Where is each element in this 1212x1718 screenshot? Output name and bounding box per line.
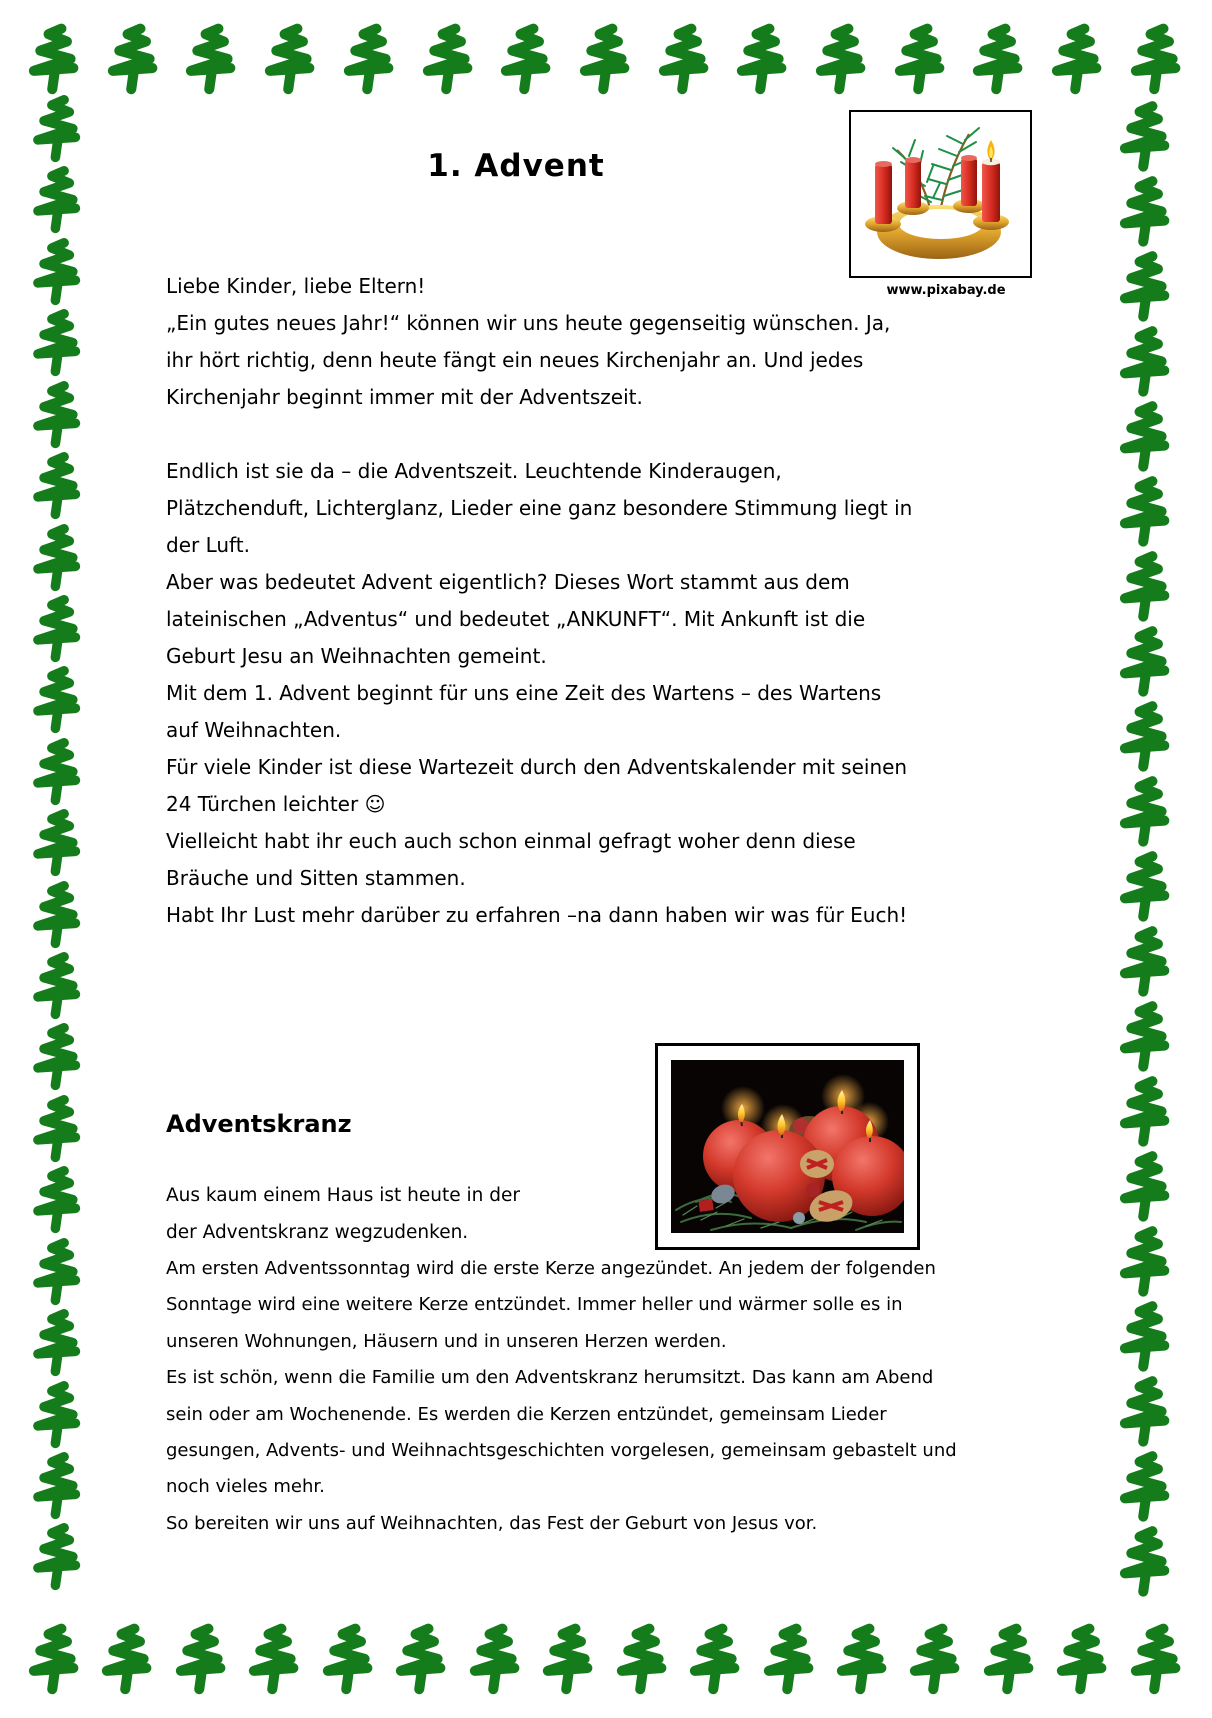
tree-border-top [22,20,1190,98]
christmas-tree-icon [757,1620,823,1696]
text-line: Vielleicht habt ihr euch auch schon einmal gefragt woher denn diese [166,829,856,853]
page-title: 1. Advent [427,148,605,184]
tree-border-left [20,92,96,1592]
christmas-tree-icon [258,20,324,96]
advent-candles-photo [655,1043,920,1250]
christmas-tree-icon [25,1378,91,1449]
christmas-tree-icon [101,20,167,96]
christmas-tree-icon [1113,248,1179,323]
text-line: Sonntage wird eine weitere Kerze entzündet. Immer heller und wärmer solle es in [166,1294,903,1316]
christmas-tree-icon [25,1020,91,1091]
christmas-tree-icon [903,1620,969,1696]
christmas-tree-icon [1113,1073,1179,1148]
christmas-tree-icon [683,1620,749,1696]
text-line: auf Weihnachten. [166,718,342,742]
christmas-tree-icon [652,20,718,96]
text-line: der Luft. [166,533,250,557]
christmas-tree-icon [1113,773,1179,848]
christmas-tree-icon [25,1163,91,1234]
christmas-tree-icon [494,20,560,96]
christmas-tree-icon [1124,1620,1190,1696]
text-line: Kirchenjahr beginnt immer mit der Adventszeit. [166,385,643,409]
christmas-tree-icon [1113,473,1179,548]
section-body-text [166,1251,1036,1542]
christmas-tree-icon [1050,1620,1116,1696]
intro-paragraph-2 [166,453,1016,934]
christmas-tree-icon [25,1449,91,1520]
christmas-tree-icon [1113,1448,1179,1523]
christmas-tree-icon [536,1620,602,1696]
christmas-tree-icon [25,1092,91,1163]
christmas-tree-icon [888,20,954,96]
christmas-tree-icon [1113,173,1179,248]
christmas-tree-icon [25,1306,91,1377]
christmas-tree-icon [1124,20,1190,96]
christmas-tree-icon [966,20,1032,96]
christmas-tree-icon [610,1620,676,1696]
text-line: Für viele Kinder ist diese Wartezeit durch den Adventskalender mit seinen [166,755,908,779]
text-line: der Adventskranz wegzudenken. [166,1222,469,1243]
section-text-beside-photo [166,1177,636,1251]
text-line: Aus kaum einem Haus ist heute in der [166,1185,521,1206]
christmas-tree-icon [1113,548,1179,623]
text-line: Habt Ihr Lust mehr darüber zu erfahren –na dann haben wir was für Euch! [166,903,908,927]
text-line: 24 Türchen leichter ☺ [166,792,386,816]
text-line: ihr hört richtig, denn heute fängt ein neues Kirchenjahr an. Und jedes [166,348,864,372]
christmas-tree-icon [22,20,88,96]
christmas-tree-icon [1113,848,1179,923]
christmas-tree-icon [573,20,639,96]
christmas-tree-icon [25,663,91,734]
christmas-tree-icon [179,20,245,96]
christmas-tree-icon [25,735,91,806]
christmas-tree-icon [1113,623,1179,698]
text-line: Endlich ist sie da – die Adventszeit. Leuchtende Kinderaugen, [166,459,782,483]
christmas-tree-icon [730,20,796,96]
christmas-tree-icon [169,1620,235,1696]
christmas-tree-icon [95,1620,161,1696]
text-line: lateinischen „Adventus“ und bedeutet „ANKUNFT“. Mit Ankunft ist die [166,607,866,631]
text-line: So bereiten wir uns auf Weihnachten, das Fest der Geburt von Jesus vor. [166,1512,818,1534]
text-line: sein oder am Wochenende. Es werden die Kerzen entzündet, gemeinsam Lieder [166,1403,887,1425]
text-line: gesungen, Advents- und Weihnachtsgeschichten vorgelesen, gemeinsam gebastelt und [166,1440,957,1462]
christmas-tree-icon [25,878,91,949]
christmas-tree-icon [416,20,482,96]
candles-photo-illustration [671,1060,904,1233]
christmas-tree-icon [1113,98,1179,173]
text-line: Am ersten Adventssonntag wird die erste Kerze angezündet. An jedem der folgenden [166,1258,936,1279]
christmas-tree-icon [1113,1298,1179,1373]
christmas-tree-icon [1045,20,1111,96]
christmas-tree-icon [1113,398,1179,473]
christmas-tree-icon [1113,698,1179,773]
intro-text [166,268,1016,934]
christmas-tree-icon [25,92,91,163]
advent-wreath-illustration [851,112,1026,272]
christmas-tree-icon [1113,1148,1179,1223]
christmas-tree-icon [22,1620,88,1696]
text-line: Mit dem 1. Advent beginnt für uns eine Zeit des Wartens – des Wartens [166,681,882,705]
christmas-tree-icon [25,378,91,449]
christmas-tree-icon [337,20,403,96]
christmas-tree-icon [1113,323,1179,398]
text-line: „Ein gutes neues Jahr!“ können wir uns heute gegenseitig wünschen. Ja, [166,311,891,335]
advent-wreath-image [849,110,1032,278]
christmas-tree-icon [25,806,91,877]
christmas-tree-icon [242,1620,308,1696]
christmas-tree-icon [1113,1373,1179,1448]
christmas-tree-icon [316,1620,382,1696]
text-line: Es ist schön, wenn die Familie um den Adventskranz herumsitzt. Das kann am Abend [166,1367,934,1389]
flame-icon [987,140,994,162]
christmas-tree-icon [25,521,91,592]
text-line: noch vieles mehr. [166,1476,325,1498]
christmas-tree-icon [25,592,91,663]
christmas-tree-icon [25,163,91,234]
christmas-tree-icon [809,20,875,96]
intro-paragraph-1 [166,305,1016,416]
christmas-tree-icon [463,1620,529,1696]
christmas-tree-icon [1113,1223,1179,1298]
section-heading-adventskranz: Adventskranz [166,1110,352,1138]
christmas-tree-icon [977,1620,1043,1696]
text-line: Aber was bedeutet Advent eigentlich? Dieses Wort stammt aus dem [166,570,850,594]
image-credit: www.pixabay.de [886,283,1006,298]
salutation: Liebe Kinder, liebe Eltern! [166,274,426,298]
christmas-tree-icon [1113,923,1179,998]
christmas-tree-icon [25,949,91,1020]
text-line: unseren Wohnungen, Häusern und in unseren Herzen werden. [166,1330,727,1352]
christmas-tree-icon [389,1620,455,1696]
tree-border-bottom [22,1620,1190,1698]
christmas-tree-icon [25,235,91,306]
christmas-tree-icon [25,1235,91,1306]
paragraph-gap [166,416,1016,453]
christmas-tree-icon [1113,1523,1179,1598]
christmas-tree-icon [25,1520,91,1591]
christmas-tree-icon [830,1620,896,1696]
text-line: Plätzchenduft, Lichterglanz, Lieder eine ganz besondere Stimmung liegt in [166,496,913,520]
text-line: Bräuche und Sitten stammen. [166,866,466,890]
tree-border-right [1108,98,1184,1598]
text-line: Geburt Jesu an Weihnachten gemeint. [166,644,547,668]
christmas-tree-icon [1113,998,1179,1073]
christmas-tree-icon [25,449,91,520]
christmas-tree-icon [25,306,91,377]
